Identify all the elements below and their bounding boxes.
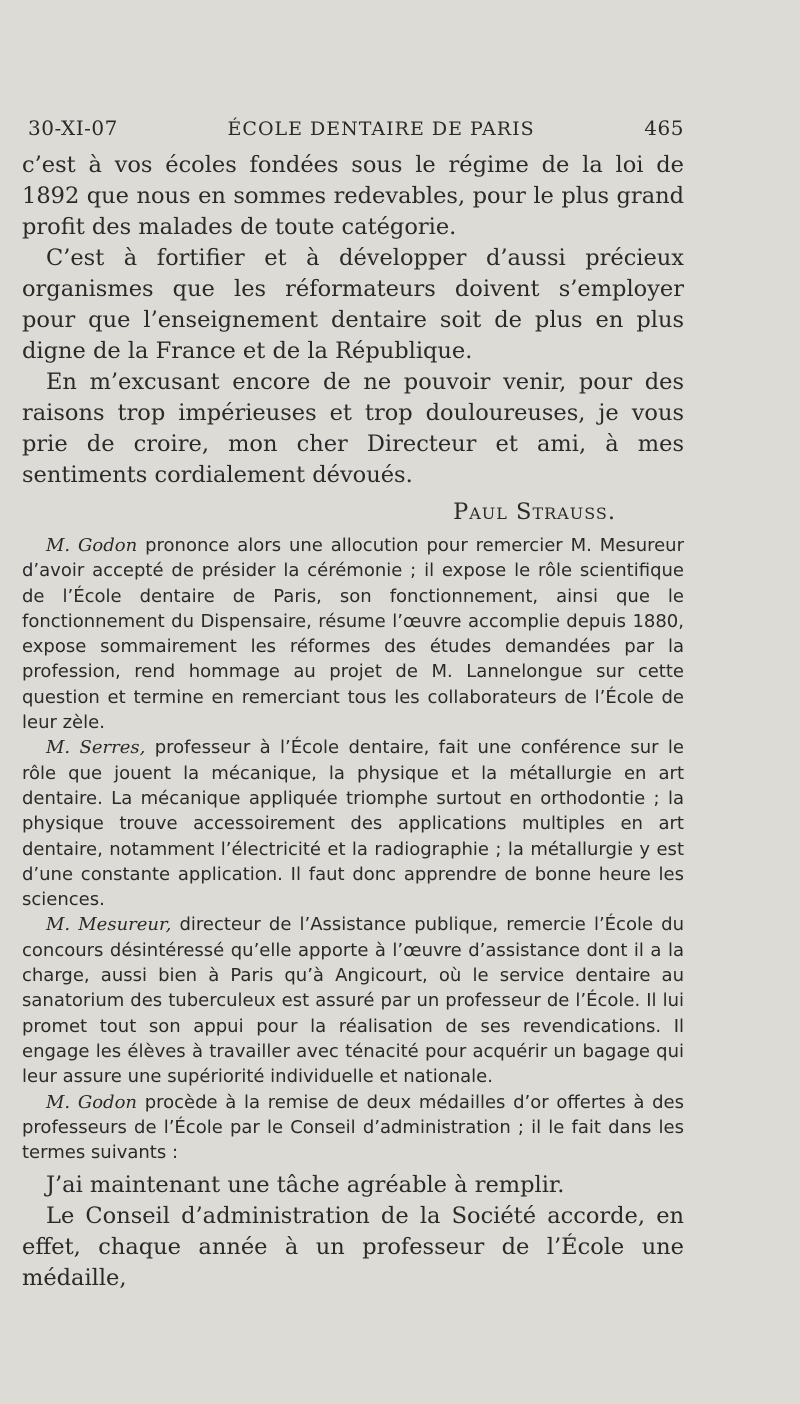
letter-body: [22, 150, 684, 528]
minutes-paragraph: [22, 533, 684, 735]
speech-paragraph: J’ai maintenant une tâche agréable à remplir.: [46, 1172, 565, 1198]
speech-paragraph: Le Conseil d’administration de la Société accorde, en effet, chaque année à un professeur de l’École une médaille,: [22, 1203, 684, 1291]
speaker-name: M. Mesureur,: [46, 914, 172, 936]
minutes-paragraph: [22, 912, 684, 1089]
minutes-text: directeur de l’Assistance publique, remercie l’École du concours désintéressé qu’elle apporte à l’œuvre d’assistance dont il a la charge, aussi bien à Paris qu’à Angicourt, où le service dentaire au sanatorium des tuberculeux est assuré par un professeur de l’École. Il lui promet tout son appui pour la réalisation de ses revendications. Il engage les élèves à travailler avec ténacité pour acquérir un bagage qui leur assure une supériorité individuelle et nationale.: [22, 914, 684, 1088]
minutes-text: prononce alors une allocution pour remercier M. Mesureur d’avoir accepté de présider la cérémonie ; il expose le rôle scientifique de l’École dentaire de Paris, son fonctionnement, ainsi que le fonctionnement du Dispensaire, résume l’œuvre accomplie depuis 1880, expose sommairement les réformes des études demandées par la profession, rend hommage au projet de M. Lannelongue sur cette question et termine en remerciant tous les collaborateurs de l’École de leur zèle.: [22, 535, 684, 734]
minutes-section: [22, 533, 684, 1165]
minutes-text: procède à la remise de deux médailles d’or offertes à des professeurs de l’École par le Conseil d’administration ; il le fait dans les termes suivants :: [22, 1091, 684, 1164]
minutes-text: professeur à l’École dentaire, fait une conférence sur le rôle que jouent la mécanique, la physique et la métallurgie en art dentaire. La mécanique appliquée triomphe surtout en orthodontie ; la physique trouve accessoirement des applications multiples en art dentaire, notamment l’électricité et la radiographie ; la métallurgie y est d’une constante application. Il faut donc apprendre de bonne heure les sciences.: [22, 737, 684, 911]
running-header: [28, 116, 684, 140]
speaker-name: M. Serres,: [46, 737, 146, 759]
letter-paragraph: En m’excusant encore de ne pouvoir venir, pour des raisons trop impérieuses et trop douloureuses, je vous prie de croire, mon cher Directeur et ami, à mes sentiments cordialement dévoués.: [22, 369, 684, 488]
header-title: ÉCOLE DENTAIRE DE PARIS: [227, 118, 535, 140]
minutes-paragraph: [22, 735, 684, 912]
page-number: 465: [644, 116, 684, 140]
minutes-paragraph: [22, 1090, 684, 1166]
letter-paragraph: C’est à fortifier et à développer d’aussi précieux organismes que les réformateurs doivent s’employer pour que l’enseignement dentaire soit de plus en plus digne de la France et de la République.: [22, 245, 684, 364]
letter-signature: Paul Strauss.: [453, 499, 616, 525]
speaker-name: M. Godon: [46, 1091, 138, 1113]
letter-paragraph: c’est à vos écoles fondées sous le régime de la loi de 1892 que nous en sommes redevables, pour le plus grand profit des malades de toute catégorie.: [22, 152, 684, 240]
speech-body: [22, 1170, 684, 1294]
header-date: 30-XI-07: [28, 116, 118, 140]
speaker-name: M. Godon: [46, 535, 138, 556]
